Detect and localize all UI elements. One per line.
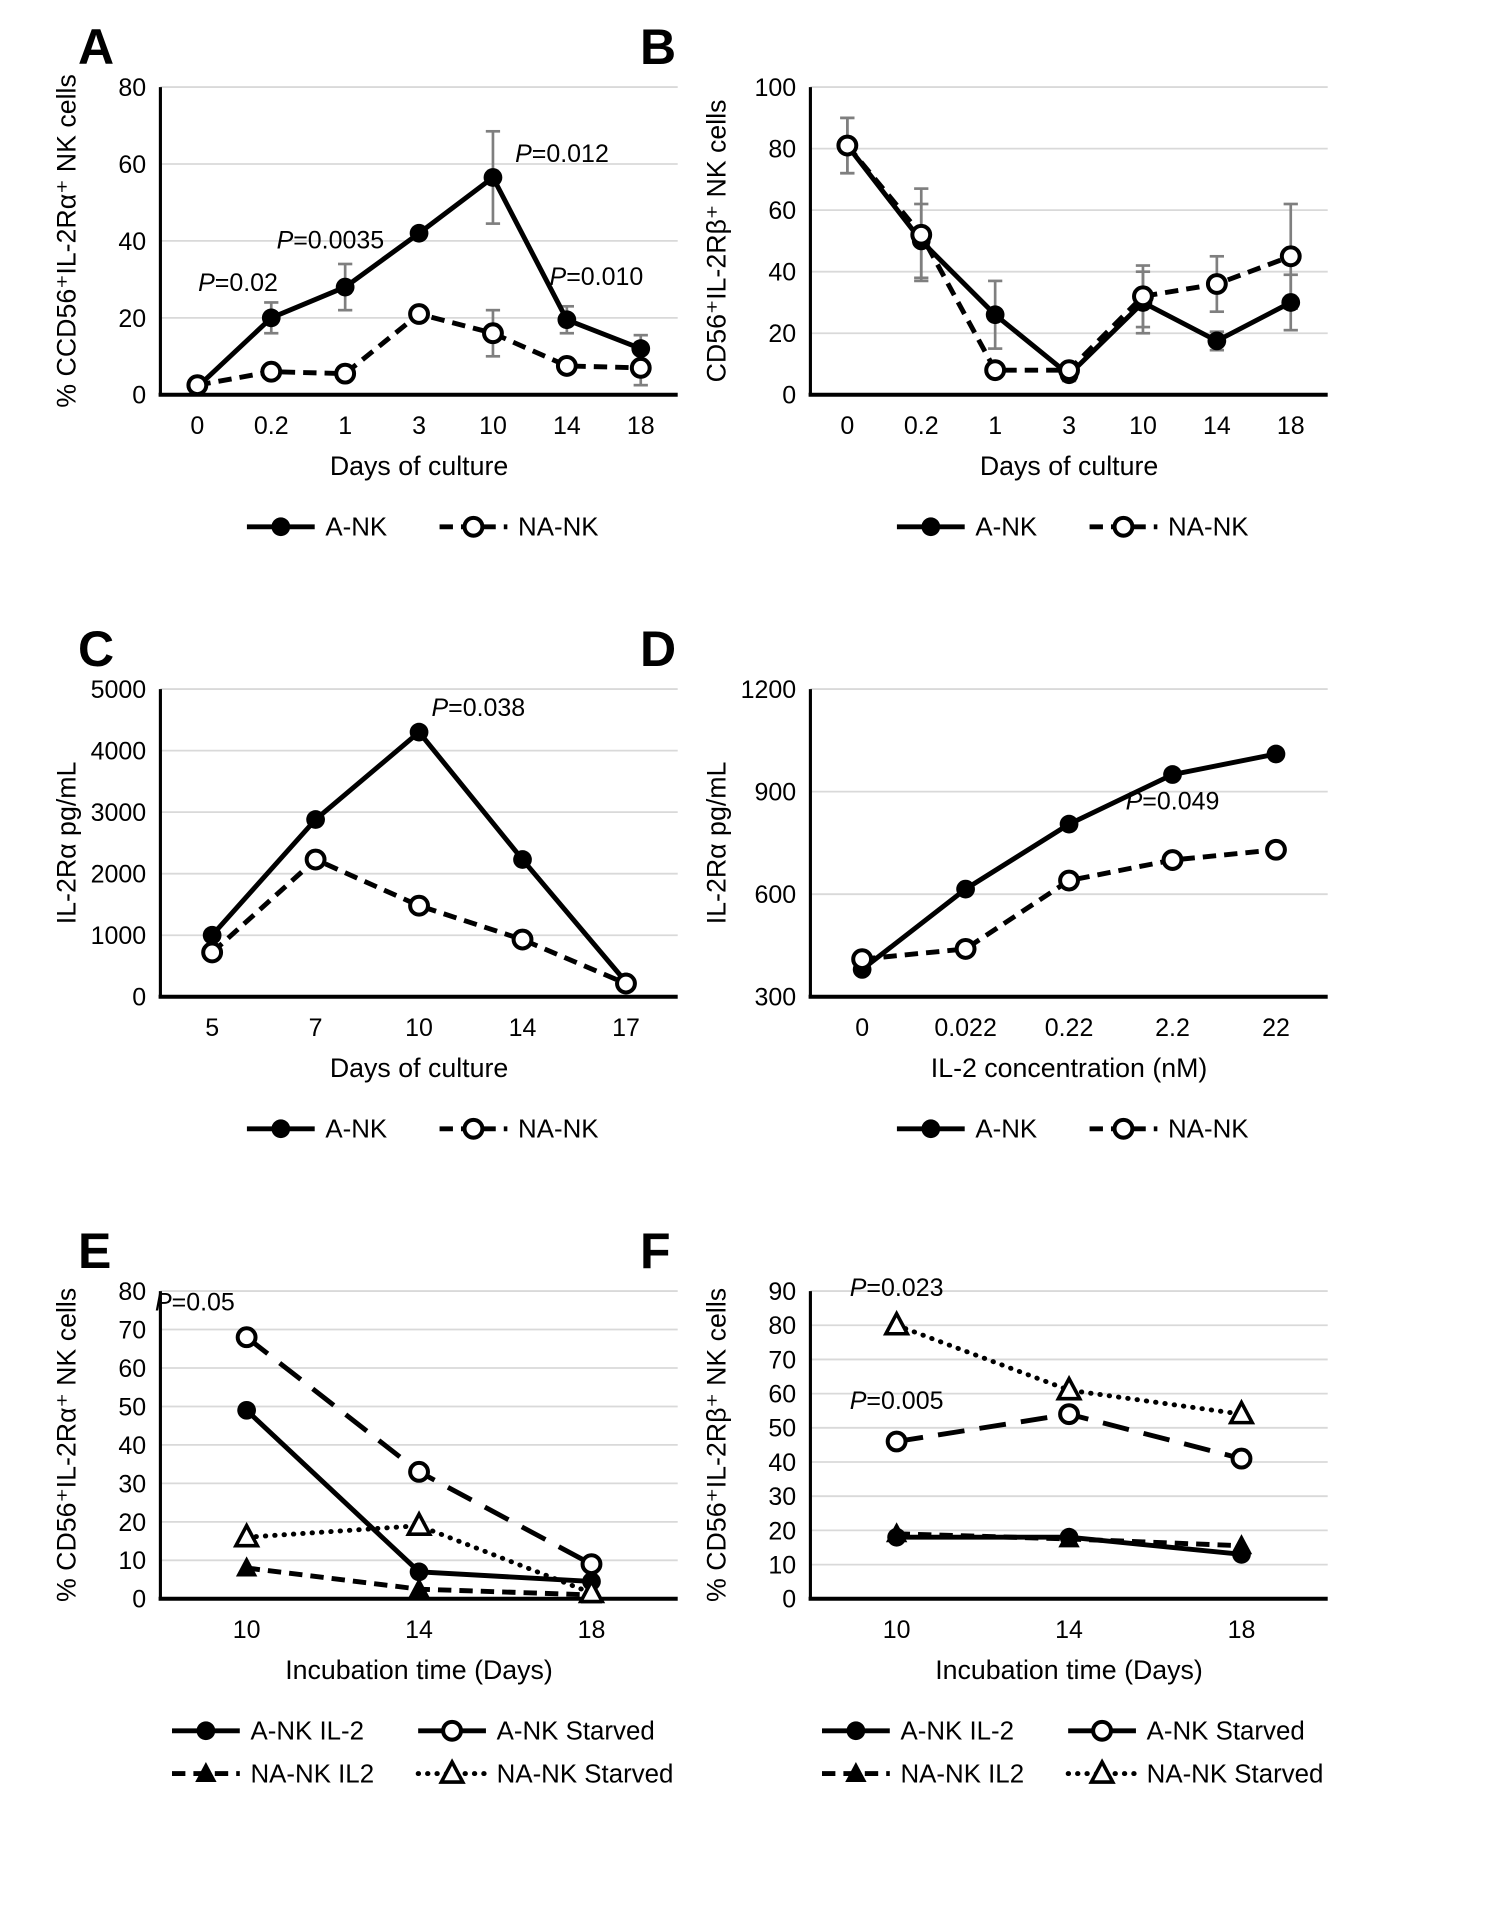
svg-text:A-NK Starved: A-NK Starved [496, 1717, 655, 1746]
svg-text:600: 600 [754, 881, 797, 910]
svg-text:A-NK IL-2: A-NK IL-2 [250, 1717, 365, 1746]
chart-e-il2ra-percent-vs-incubation [40, 1242, 700, 1795]
svg-text:14: 14 [1055, 1616, 1083, 1645]
svg-text:NA-NK: NA-NK [1168, 1115, 1249, 1144]
svg-text:NA-NK Starved: NA-NK Starved [1146, 1760, 1324, 1789]
svg-text:1000: 1000 [90, 922, 147, 951]
svg-text:1: 1 [988, 412, 1003, 441]
svg-text:IL-2Rα pg/mL: IL-2Rα pg/mL [701, 761, 732, 925]
svg-text:30: 30 [768, 1483, 797, 1512]
svg-text:5: 5 [205, 1014, 220, 1043]
svg-text:0: 0 [132, 983, 147, 1012]
svg-text:50: 50 [768, 1414, 797, 1443]
svg-text:A-NK: A-NK [325, 1115, 388, 1144]
svg-text:60: 60 [768, 197, 797, 226]
svg-text:14: 14 [552, 412, 581, 441]
svg-text:0: 0 [855, 1014, 870, 1043]
svg-text:80: 80 [768, 135, 797, 164]
svg-text:IL-2 concentration (nM): IL-2 concentration (nM) [930, 1053, 1208, 1084]
svg-text:3000: 3000 [90, 799, 147, 828]
svg-text:10: 10 [1129, 412, 1157, 441]
svg-text:2000: 2000 [90, 860, 147, 889]
svg-text:40: 40 [118, 227, 147, 256]
svg-text:P=0.049: P=0.049 [1125, 787, 1220, 816]
svg-text:Days of culture: Days of culture [979, 451, 1159, 482]
svg-text:0: 0 [782, 1585, 797, 1614]
svg-text:Days of culture: Days of culture [329, 1053, 509, 1084]
chart-d-il2ra-pg-vs-concentration [690, 640, 1350, 1193]
svg-text:NA-NK IL2: NA-NK IL2 [900, 1760, 1025, 1789]
svg-text:14: 14 [1202, 412, 1231, 441]
svg-text:10: 10 [882, 1616, 911, 1645]
svg-text:% CD56⁺IL-2Rα⁺ NK cells: % CD56⁺IL-2Rα⁺ NK cells [51, 1287, 82, 1603]
svg-text:P=0.0035: P=0.0035 [276, 226, 385, 255]
svg-text:10: 10 [118, 1547, 147, 1576]
svg-text:2.2: 2.2 [1155, 1014, 1190, 1043]
svg-text:A-NK: A-NK [975, 513, 1038, 542]
chart-b-il2rb-percent-vs-days [690, 38, 1350, 591]
svg-text:18: 18 [626, 412, 655, 441]
svg-text:NA-NK: NA-NK [518, 513, 599, 542]
panel-a-letter: A [78, 19, 115, 75]
svg-text:50: 50 [118, 1393, 147, 1422]
svg-text:70: 70 [118, 1316, 147, 1345]
svg-text:A-NK: A-NK [975, 1115, 1038, 1144]
svg-text:Incubation time (Days): Incubation time (Days) [285, 1655, 553, 1686]
svg-text:20: 20 [118, 304, 147, 333]
svg-text:18: 18 [1227, 1616, 1256, 1645]
panel-f [636, 1223, 1396, 1826]
svg-text:0: 0 [132, 1585, 147, 1614]
chart-a-il2ra-percent-vs-days [40, 38, 700, 591]
svg-text:P=0.010: P=0.010 [549, 263, 644, 292]
svg-text:300: 300 [754, 983, 797, 1012]
svg-text:20: 20 [768, 320, 797, 349]
panel-b-letter: B [640, 19, 677, 75]
svg-text:3: 3 [412, 412, 426, 441]
svg-text:0: 0 [840, 412, 855, 441]
svg-text:NA-NK: NA-NK [1168, 513, 1249, 542]
chart-c-il2ra-pg-vs-days [40, 640, 700, 1193]
svg-text:A-NK IL-2: A-NK IL-2 [900, 1717, 1015, 1746]
svg-text:IL-2Rα pg/mL: IL-2Rα pg/mL [51, 761, 82, 925]
svg-text:P=0.023: P=0.023 [849, 1274, 944, 1303]
svg-text:14: 14 [508, 1014, 537, 1043]
svg-text:40: 40 [768, 1448, 797, 1477]
svg-text:P=0.012: P=0.012 [515, 140, 609, 169]
panel-d-letter: D [640, 621, 677, 677]
svg-text:18: 18 [577, 1616, 606, 1645]
panel-c-letter: C [78, 621, 115, 677]
svg-text:30: 30 [118, 1470, 147, 1499]
svg-text:900: 900 [754, 778, 797, 807]
svg-text:% CD56⁺IL-2Rβ⁺ NK cells: % CD56⁺IL-2Rβ⁺ NK cells [701, 1287, 732, 1603]
svg-text:NA-NK IL2: NA-NK IL2 [250, 1760, 375, 1789]
svg-text:P=0.038: P=0.038 [431, 694, 526, 723]
svg-text:60: 60 [768, 1380, 797, 1409]
svg-text:70: 70 [768, 1346, 797, 1375]
svg-text:18: 18 [1276, 412, 1305, 441]
svg-text:7: 7 [308, 1014, 323, 1043]
svg-text:% CCD56⁺IL-2Rα⁺ NK cells: % CCD56⁺IL-2Rα⁺ NK cells [51, 74, 82, 408]
svg-text:0: 0 [782, 381, 797, 410]
svg-text:3: 3 [1062, 412, 1076, 441]
svg-text:80: 80 [768, 1312, 797, 1341]
svg-text:0.2: 0.2 [253, 412, 289, 441]
svg-text:10: 10 [232, 1616, 261, 1645]
svg-text:0: 0 [132, 381, 147, 410]
svg-text:0: 0 [190, 412, 205, 441]
svg-text:4000: 4000 [90, 737, 147, 766]
svg-text:20: 20 [768, 1517, 797, 1546]
svg-text:22: 22 [1262, 1014, 1290, 1043]
svg-text:5000: 5000 [90, 675, 147, 704]
svg-text:A-NK: A-NK [325, 513, 388, 542]
svg-text:40: 40 [118, 1431, 147, 1460]
panel-d [636, 621, 1396, 1224]
panel-e-letter: E [78, 1223, 112, 1279]
svg-text:20: 20 [118, 1508, 147, 1537]
svg-text:10: 10 [768, 1551, 797, 1580]
svg-text:1200: 1200 [740, 675, 797, 704]
svg-text:10: 10 [405, 1014, 433, 1043]
panel-f-letter: F [640, 1223, 671, 1279]
svg-text:NA-NK: NA-NK [518, 1115, 599, 1144]
svg-text:A-NK Starved: A-NK Starved [1146, 1717, 1305, 1746]
svg-text:1: 1 [338, 412, 353, 441]
svg-text:90: 90 [768, 1277, 797, 1306]
svg-text:Days of culture: Days of culture [329, 451, 509, 482]
svg-text:CD56⁺IL-2Rβ⁺ NK cells: CD56⁺IL-2Rβ⁺ NK cells [701, 99, 732, 383]
svg-text:14: 14 [405, 1616, 433, 1645]
svg-text:NA-NK Starved: NA-NK Starved [496, 1760, 674, 1789]
svg-text:0.022: 0.022 [934, 1014, 997, 1043]
panel-b [636, 19, 1396, 622]
svg-text:P=0.005: P=0.005 [849, 1387, 944, 1416]
svg-text:100: 100 [754, 73, 797, 102]
svg-text:P=0.02: P=0.02 [198, 268, 278, 297]
svg-text:80: 80 [118, 73, 147, 102]
chart-f-il2rb-percent-vs-incubation [690, 1242, 1350, 1795]
svg-text:P=0.05: P=0.05 [154, 1288, 235, 1317]
svg-text:10: 10 [479, 412, 507, 441]
svg-text:80: 80 [118, 1277, 147, 1306]
svg-text:17: 17 [612, 1014, 640, 1043]
svg-text:0.2: 0.2 [903, 412, 939, 441]
svg-text:40: 40 [768, 258, 797, 287]
svg-text:60: 60 [118, 150, 147, 179]
svg-text:60: 60 [118, 1354, 147, 1383]
svg-text:0.22: 0.22 [1044, 1014, 1094, 1043]
svg-text:Incubation time (Days): Incubation time (Days) [935, 1655, 1203, 1686]
